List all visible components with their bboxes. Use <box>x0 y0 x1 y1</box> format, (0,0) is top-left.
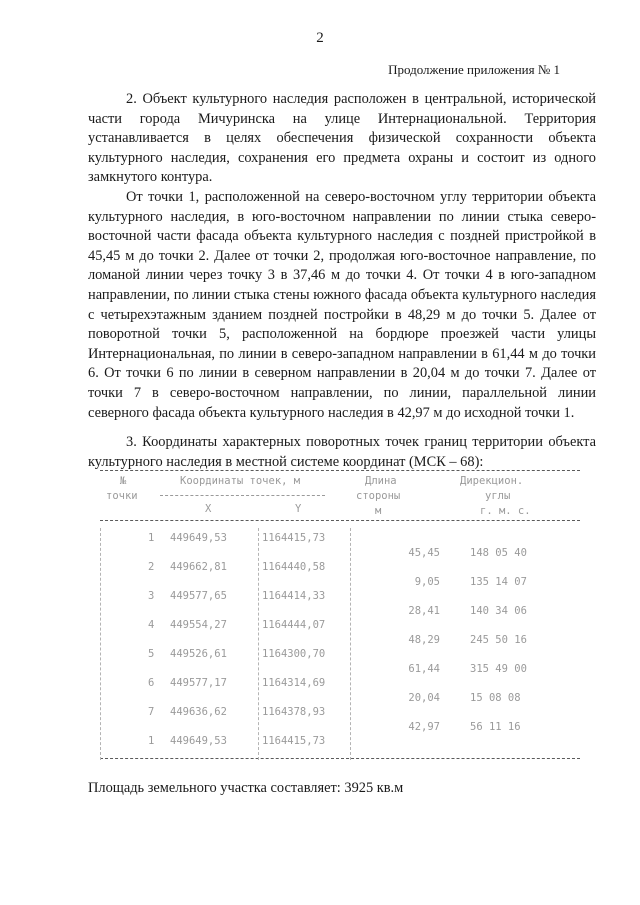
point-x-cell: 449636,62 <box>170 706 227 718</box>
point-x-cell: 449526,61 <box>170 648 227 660</box>
header-point-number: № <box>120 475 127 487</box>
point-y-cell: 1164415,73 <box>262 735 326 747</box>
point-y-cell: 1164440,58 <box>262 561 326 573</box>
side-length-cell: 45,45 <box>408 547 440 559</box>
point-y-cell: 1164414,33 <box>262 590 326 602</box>
appendix-note: Продолжение приложения № 1 <box>388 62 560 77</box>
side-angle-cell: 245 50 16 <box>470 634 527 646</box>
side-angle-cell: 140 34 06 <box>470 605 527 617</box>
point-x-cell: 449554,27 <box>170 619 227 631</box>
point-number-cell: 6 <box>148 677 155 689</box>
paragraph-coordinates: 3. Координаты характерных поворотных точек границ территории объекта культурного наследия в местной системе координат (МСК – 68): <box>88 434 596 470</box>
table-rule-top <box>100 470 580 471</box>
header-side: стороны <box>356 490 401 502</box>
point-number-cell: 7 <box>148 706 155 718</box>
coordinates-intro <box>88 433 596 472</box>
side-angle-cell: 148 05 40 <box>470 547 527 559</box>
point-number-cell: 3 <box>148 590 155 602</box>
point-number-cell: 2 <box>148 561 155 573</box>
side-angle-cell: 15 08 08 <box>470 692 521 704</box>
header-coordinates: Координаты точек, м <box>180 475 301 487</box>
point-number-cell: 1 <box>148 532 155 544</box>
table-column-separator <box>100 528 101 760</box>
header-y: Y <box>295 503 302 515</box>
point-x-cell: 449577,65 <box>170 590 227 602</box>
side-length-cell: 42,97 <box>408 721 440 733</box>
boundary-description <box>88 90 596 423</box>
paragraph-boundary-route: От точки 1, расположенной на северо-восточном углу территории объекта культурного наследия, в юго-восточном направлении по линии стыка северо-восточной части фасада объекта культурного наследия с поздней пристройкой в 45,45 м до точки 2. Далее от точки 2, продолжая юго-восточное направление, по ломаной линии через точку 3 в 37,46 м до точки 4. От точки 4 в юго-западном направлении, по линии стыка стены южного фасада объекта культурного наследия с четырехэтажным зданием поздней постройки в 48,29 м до точки 5. Далее от поворотной точки 5, расположенной на бордюре проезжей части улицы Интернациональная, по линии в северо-западном направлении в 61,44 м до точки 6. От точки 6 по линии в северном направлении в 20,04 м до точки 7. Далее от точки 7 в северо-восточном направлении, по линии, параллельной линии северного фасада объекта культурного наследия в 42,97 м до исходной точки 1. <box>88 188 596 421</box>
table-rule-coords <box>160 495 325 496</box>
point-x-cell: 449662,81 <box>170 561 227 573</box>
side-angle-cell: 56 11 16 <box>470 721 521 733</box>
table-rule-bottom <box>100 758 580 759</box>
paragraph-location: 2. Объект культурного наследия расположен в центральной, исторической части города Мичуринска на улице Интернациональной. Территория устанавливается в целях обеспечения физической сохранности объекта культурного наследия, сохранения его предмета охраны и состоит из одного замкнутого контура. <box>88 91 596 186</box>
point-x-cell: 449649,53 <box>170 735 227 747</box>
table-column-separator <box>350 528 351 760</box>
side-angle-cell: 135 14 07 <box>470 576 527 588</box>
page-number: 2 <box>316 30 324 46</box>
coordinates-table <box>100 470 580 760</box>
point-y-cell: 1164415,73 <box>262 532 326 544</box>
header-dms: г. м. с. <box>480 505 531 517</box>
side-length-cell: 48,29 <box>408 634 440 646</box>
point-y-cell: 1164378,93 <box>262 706 326 718</box>
side-length-cell: 9,05 <box>414 576 440 588</box>
side-length-cell: 28,41 <box>408 605 440 617</box>
point-number-cell: 5 <box>148 648 155 660</box>
table-rule-header <box>100 520 580 521</box>
side-length-cell: 20,04 <box>408 692 440 704</box>
point-y-cell: 1164300,70 <box>262 648 326 660</box>
side-length-cell: 61,44 <box>408 663 440 675</box>
header-meters: м <box>375 505 382 517</box>
land-area-statement: Площадь земельного участка составляет: 3925 кв.м <box>88 780 404 796</box>
header-x: X <box>205 503 212 515</box>
table-column-separator <box>258 528 259 760</box>
point-number-cell: 1 <box>148 735 155 747</box>
header-length: Длина <box>365 475 397 487</box>
header-point-label: точки <box>106 490 138 502</box>
side-angle-cell: 315 49 00 <box>470 663 527 675</box>
point-x-cell: 449577,17 <box>170 677 227 689</box>
header-angles: углы <box>485 490 511 502</box>
header-bearing: Дирекцион. <box>460 475 524 487</box>
point-y-cell: 1164314,69 <box>262 677 326 689</box>
point-y-cell: 1164444,07 <box>262 619 326 631</box>
point-number-cell: 4 <box>148 619 155 631</box>
point-x-cell: 449649,53 <box>170 532 227 544</box>
